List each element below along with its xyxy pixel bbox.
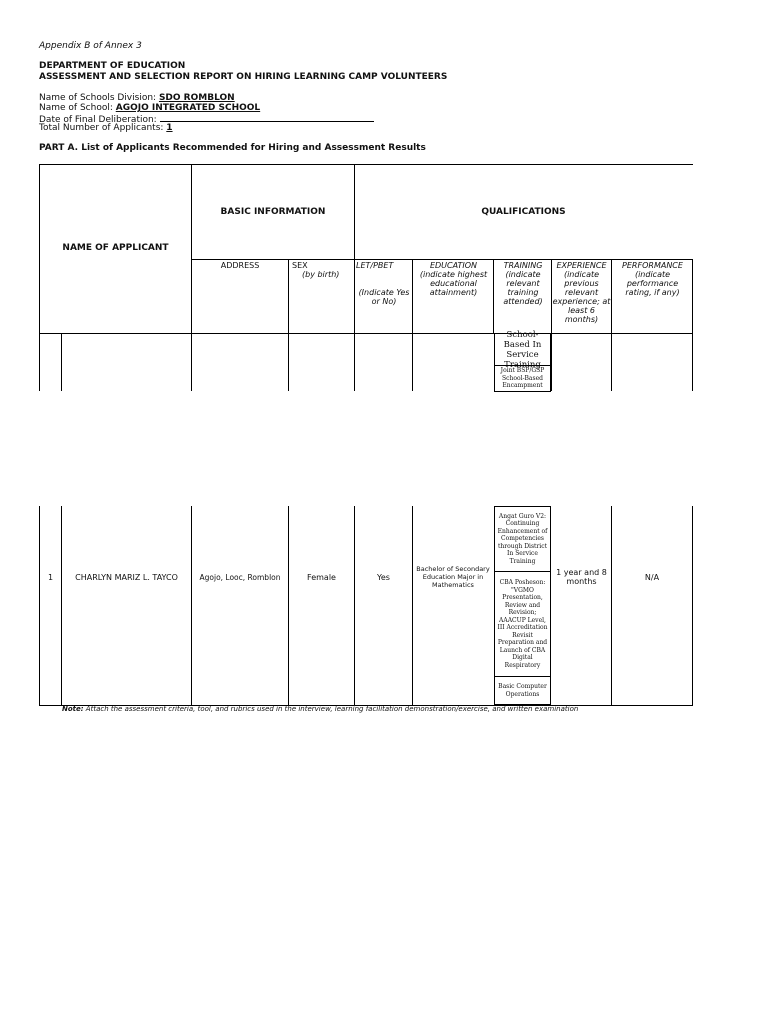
note-label: Note: <box>62 705 84 713</box>
header-training: TRAINING (indicate relevant training attended) <box>503 261 543 306</box>
report-title: ASSESSMENT AND SELECTION REPORT ON HIRING LEARNING CAMP VOLUNTEERS <box>39 72 448 82</box>
division-value: SDO ROMBLON <box>158 93 235 103</box>
row-number: 1 <box>47 572 54 582</box>
applicant-name: CHARLYN MARIZ L. TAYCO <box>75 572 178 582</box>
training-box-cba: CBA Posheson: "VGMO Presentation, Review and Revision; AAACUP Level, III Accreditation Revisit Preparation and Launch of CBA Digital Respiratory <box>494 571 551 677</box>
deliberation-line: Date of Final Deliberation: <box>39 113 374 125</box>
training-box-school-based: School-Based In Service Training <box>494 333 551 366</box>
school-value: AGOJO INTEGRATED SCHOOL <box>115 103 261 113</box>
applicants-line: Total Number of Applicants: 1 <box>39 123 173 133</box>
applicant-education: Bachelor of Secondary Education Major in Mathematics <box>416 565 490 589</box>
deliberation-blank <box>160 113 374 122</box>
division-line: Name of Schools Division: SDO ROMBLON <box>39 93 235 103</box>
applicant-sex: Female <box>307 572 336 582</box>
applicant-address: Agojo, Looc, Romblon <box>199 572 281 582</box>
header-let-pbet: LET/PBET (Indicate Yes or No) <box>356 261 410 306</box>
appendix-label: Appendix B of Annex 3 <box>39 41 142 51</box>
header-address: ADDRESS <box>220 261 260 270</box>
header-name-of-applicant: NAME OF APPLICANT <box>62 243 169 253</box>
header-sex: SEX (by birth) <box>292 261 340 279</box>
note-text: Attach the assessment criteria, tool, and rubrics used in the interview, learning facilitation demonstration/exercise, and written examination <box>83 705 579 713</box>
header-experience: EXPERIENCE (indicate previous relevant experience; at least 6 months) <box>552 261 611 324</box>
header-qualifications: QUALIFICATIONS <box>481 207 566 217</box>
applicants-value: 1 <box>166 123 173 133</box>
applicant-experience: 1 year and 8 months <box>556 568 607 586</box>
header-basic-information: BASIC INFORMATION <box>220 207 326 217</box>
header-education: EDUCATION (indicate highest educational attainment) <box>419 261 488 297</box>
training-box-encampment: Joint BSP/GSP School-Based Encampment <box>494 365 551 392</box>
school-line: Name of School: AGOJO INTEGRATED SCHOOL <box>39 103 261 113</box>
header-performance: PERFORMANCE (indicate performance rating, if any) <box>622 261 683 297</box>
note-line <box>62 705 578 714</box>
department-title: DEPARTMENT OF EDUCATION <box>39 61 186 71</box>
training-box-computer: Basic Computer Operations <box>494 676 551 705</box>
part-a-title: PART A. List of Applicants Recommended for Hiring and Assessment Results <box>39 143 426 153</box>
applicant-performance: N/A <box>644 572 660 582</box>
applicant-let: Yes <box>377 572 390 582</box>
training-box-angat-guro: Angat Guro V2: Continuing Enhancement of Competencies through District In Service Training <box>494 506 551 572</box>
